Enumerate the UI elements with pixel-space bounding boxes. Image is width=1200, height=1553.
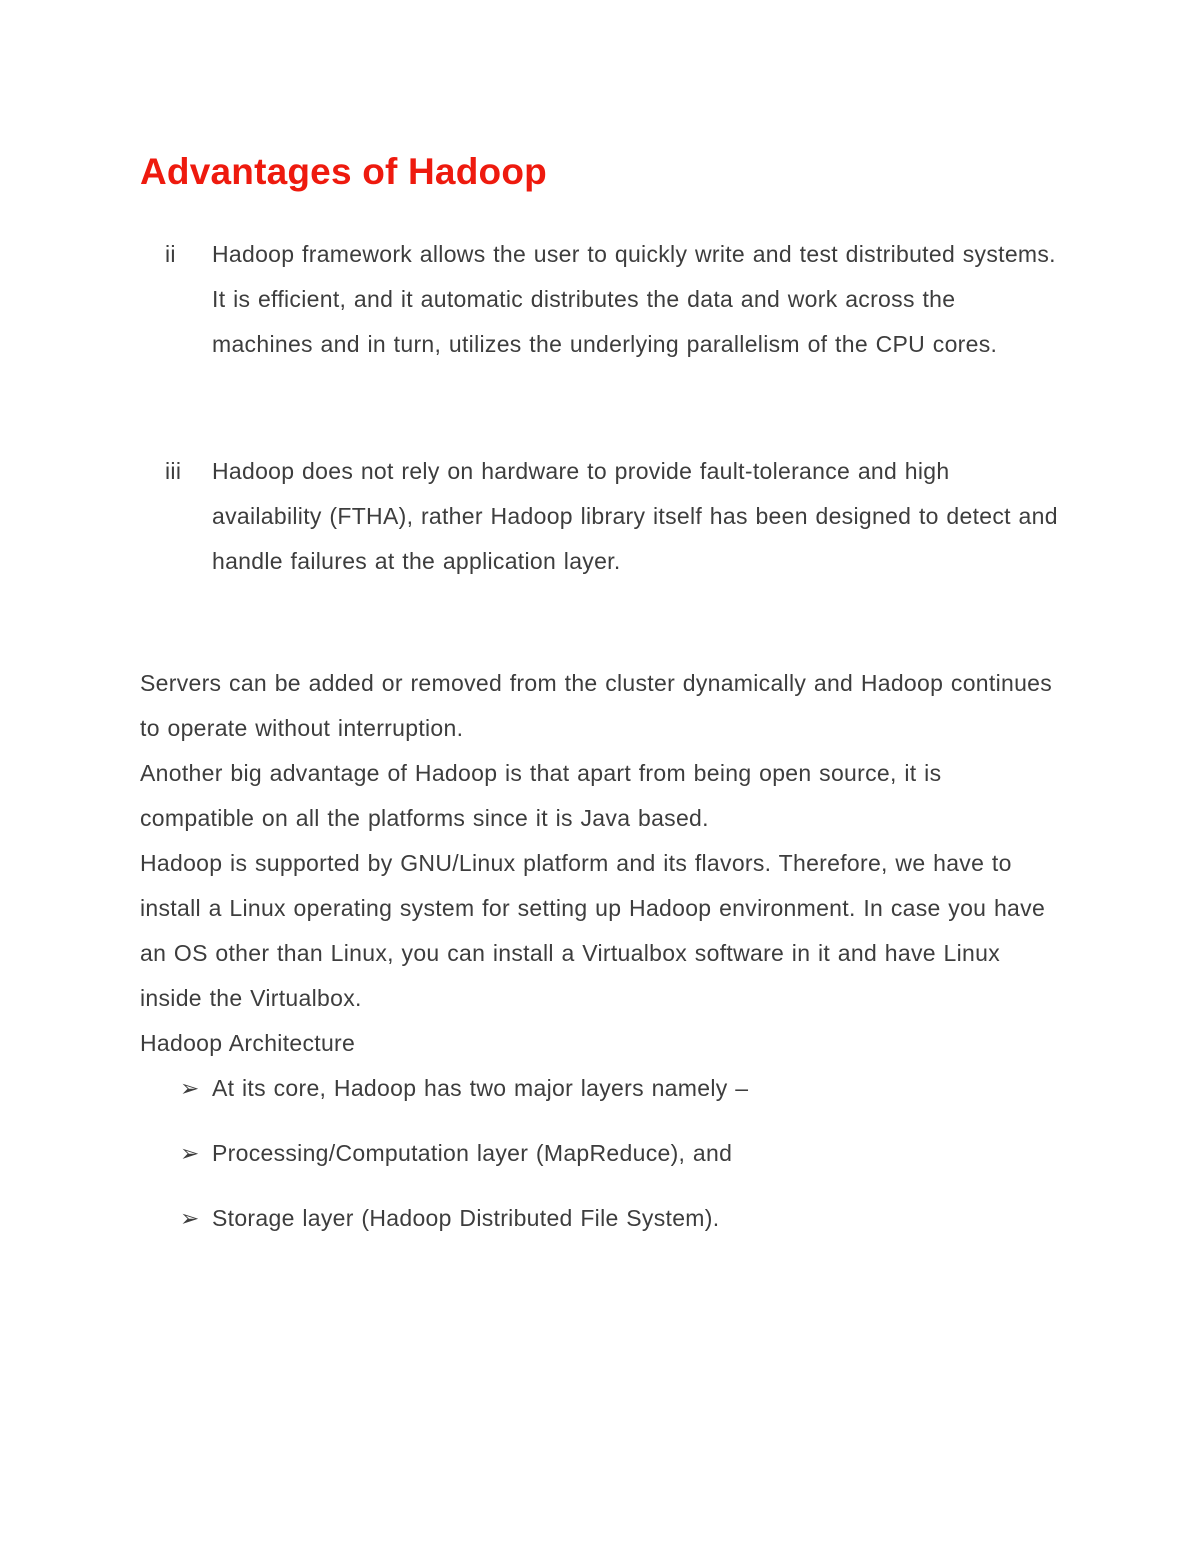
list-marker: iii <box>165 458 182 484</box>
arrow-bullet-item <box>140 1131 1060 1176</box>
arrow-bullet-item <box>140 1066 1060 1111</box>
arrow-bullet-item <box>140 1196 1060 1241</box>
bullet-text: Processing/Computation layer (MapReduce), and <box>212 1140 733 1166</box>
arrow-bullet-icon: ➢ <box>180 1140 200 1166</box>
list-item-text: Hadoop does not rely on hardware to provide fault-tolerance and high availability (FTHA), rather Hadoop library itself has been designed to detect and handle failures at the application layer. <box>212 458 1058 574</box>
paragraph-gnu-linux: Hadoop is supported by GNU/Linux platform and its flavors. Therefore, we have to install a Linux operating system for setting up Hadoop environment. In case you have an OS other than Linux, you can install a Virtualbox software in it and have Linux inside the Virtualbox. <box>140 850 1046 1011</box>
list-item-text: Hadoop framework allows the user to quickly write and test distributed systems. It is efficient, and it automatic distributes the data and work across the machines and in turn, utilizes the underlying parallelism of the CPU cores. <box>212 241 1056 357</box>
roman-list-item <box>140 449 1060 584</box>
roman-list-item <box>140 232 1060 367</box>
paragraph-servers: Servers can be added or removed from the cluster dynamically and Hadoop continues to operate without interruption. <box>140 670 1053 741</box>
list-marker: ii <box>165 241 176 267</box>
bullet-text: Storage layer (Hadoop Distributed File System). <box>212 1205 720 1231</box>
document-title: Advantages of Hadoop <box>140 151 547 192</box>
arrow-bullet-icon: ➢ <box>180 1075 200 1101</box>
paragraph-open-source: Another big advantage of Hadoop is that apart from being open source, it is compatible on all the platforms since it is Java based. <box>140 760 942 831</box>
paragraph-hadoop-architecture: Hadoop Architecture <box>140 1030 356 1056</box>
bullet-text: At its core, Hadoop has two major layers namely – <box>212 1075 749 1101</box>
arrow-bullet-icon: ➢ <box>180 1205 200 1231</box>
